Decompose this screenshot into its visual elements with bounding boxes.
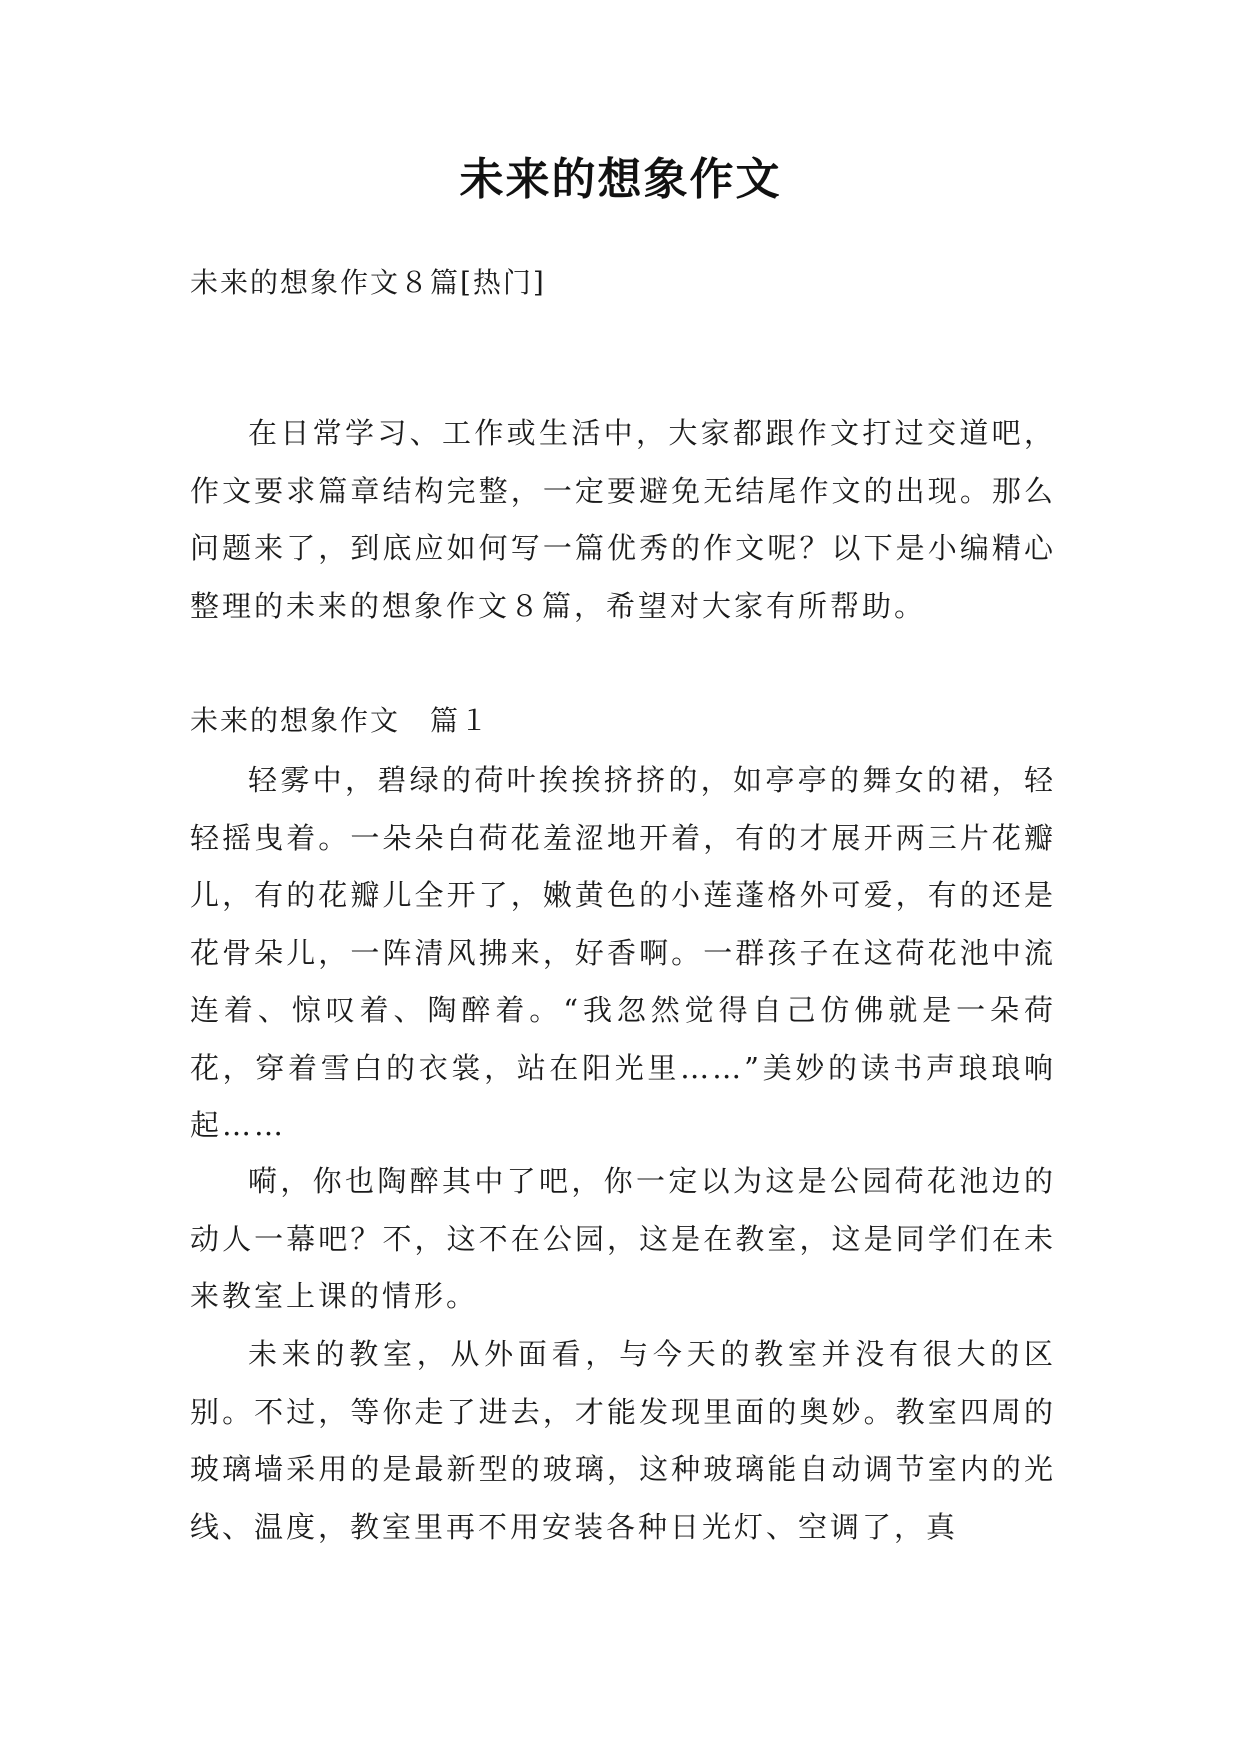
document-subtitle: 未来的想象作文８篇[热门] [190,266,546,299]
document-title: 未来的想象作文 [459,154,782,205]
body-paragraph-2: 嗬，你也陶醉其中了吧，你一定以为这是公园荷花池边的动人一幕吧？不，这不在公园，这是在教室，这是同学们在未来教室上课的情形。 [190,1164,1056,1313]
section-heading: 未来的想象作文 篇１ [190,704,491,737]
body-paragraph-1: 轻雾中，碧绿的荷叶挨挨挤挤的，如亭亭的舞女的裙，轻轻摇曳着。一朵朵白荷花羞涩地开着，有的才展开两三片花瓣儿，有的花瓣儿全开了，嫩黄色的小莲蓬格外可爱，有的还是花骨朵儿，一阵清风拂来，好香啊。一群孩子在这荷花池中流连着、惊叹着、陶醉着。“我忽然觉得自己仿佛就是一朵荷花，穿着雪白的衣裳，站在阳光里……”美妙的读书声琅琅响起…… [190,763,1056,1142]
intro-paragraph: 在日常学习、工作或生活中，大家都跟作文打过交道吧，作文要求篇章结构完整，一定要避免无结尾作文的出现。那么问题来了，到底应如何写一篇优秀的作文呢？以下是小编精心整理的未来的想象作文８篇，希望对大家有所帮助。 [190,416,1056,623]
body-paragraph-3: 未来的教室，从外面看，与今天的教室并没有很大的区别。不过，等你走了进去，才能发现里面的奥妙。教室四周的玻璃墙采用的是最新型的玻璃，这种玻璃能自动调节室内的光线、温度，教室里再不用安装各种日光灯、空调了，真 [190,1337,1056,1544]
